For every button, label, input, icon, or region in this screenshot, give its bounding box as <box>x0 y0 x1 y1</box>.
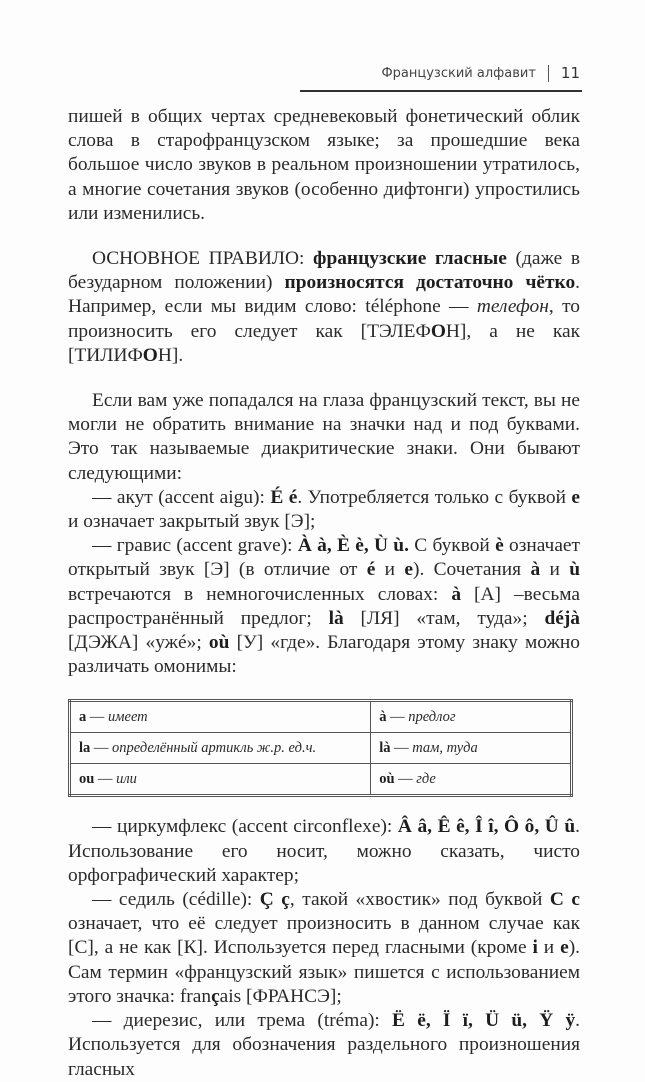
text: ). Сочетания <box>412 559 531 581</box>
text: (даже в безударном положении) <box>68 248 580 294</box>
word: là <box>379 740 391 757</box>
text: — гравис (accent grave): <box>92 535 298 557</box>
bold-text: é <box>366 559 376 581</box>
table-row <box>70 764 572 796</box>
text: [А] –весьма распространённый предлог; <box>68 583 580 629</box>
text: . Употребляется только с буквой <box>297 486 572 508</box>
text: и <box>537 937 561 959</box>
text: Н], а не как [ТИЛИФ <box>68 320 580 366</box>
italic-text: телефон <box>476 296 549 318</box>
bold-text: e <box>560 937 569 959</box>
bold-text: É é <box>270 486 298 508</box>
table-row <box>70 733 572 764</box>
bold-text: à <box>530 559 541 581</box>
meaning: где <box>416 771 436 788</box>
text: и <box>540 559 570 581</box>
dash: — <box>94 771 117 788</box>
bold-text: ç <box>211 985 220 1007</box>
paragraph-grave <box>68 534 580 679</box>
meaning: определённый артикль ж.р. ед.ч. <box>112 740 317 757</box>
text: [ДЭЖА] «ужé»; <box>68 632 209 654</box>
running-head <box>381 64 580 82</box>
dash: — <box>394 771 417 788</box>
bold-text: à <box>451 583 462 605</box>
text: С буквой <box>408 535 496 557</box>
paragraph-main-rule <box>68 247 580 368</box>
text: и <box>375 559 405 581</box>
table-cell <box>70 733 371 764</box>
page-body <box>68 105 580 1082</box>
header-rule <box>300 90 582 92</box>
dash: — <box>90 740 113 757</box>
meaning: или <box>116 771 137 788</box>
page-number: 11 <box>560 64 580 82</box>
text: означает, что её следует произносить в данном случае как [С], а не как [К]. Используется перед гласными (кроме <box>68 913 580 959</box>
paragraph-circumflex <box>68 815 580 888</box>
homonym-table <box>68 699 573 797</box>
paragraph-trema <box>68 1009 580 1082</box>
paragraph-diacritics-intro: Если вам уже попадался на глаза французский текст, вы не могли не обратить внимание на значки над и под буквами. Это так называемые диакритические знаки. Они бывают следующими: <box>68 390 580 484</box>
header-separator <box>548 65 549 82</box>
bold-text: Ë ë, Ï ï, Ü ü, Ÿ ÿ <box>392 1010 576 1032</box>
bold-text: là <box>328 607 344 629</box>
table-cell <box>371 733 572 764</box>
table-cell <box>70 701 371 733</box>
text: и означает закрытый звук [Э]; <box>68 511 316 533</box>
bold-text: C c <box>549 889 581 911</box>
bold-text: О <box>142 344 158 366</box>
bold-text: О <box>430 320 446 342</box>
bold-text: où <box>208 632 230 654</box>
paragraph-cedilla <box>68 888 580 1009</box>
dash: — <box>386 709 409 726</box>
table-cell <box>70 764 371 796</box>
meaning: имеет <box>108 709 148 726</box>
word: la <box>79 740 91 757</box>
bold-text: Â â, Ê ê, Î î, Ô ô, Û û <box>397 816 576 838</box>
dash: — <box>390 740 413 757</box>
word: ou <box>79 771 95 788</box>
word: à <box>379 709 387 726</box>
word: a <box>79 709 87 726</box>
paragraph-acute <box>68 486 580 534</box>
text: встречаются в немногочисленных словах: <box>68 583 452 605</box>
dash: — <box>86 709 108 726</box>
paragraph-intro: пишей в общих чертах средневековый фонетический облик слова в старофранцузском языке; за прошедшие века большое число звуков в реальном произношении утратилось, а многие сочетания звуков (особенно дифтонги) упростились или изменились. <box>68 106 580 224</box>
running-title: Французский алфавит <box>381 65 536 81</box>
bold-text: i <box>532 937 538 959</box>
text: [У] «где». Благодаря этому знаку можно различать омонимы: <box>68 632 580 678</box>
word: où <box>379 771 395 788</box>
meaning: там, туда <box>412 740 478 757</box>
text: — седиль (cédille): <box>92 889 260 911</box>
text: . Например, если мы видим слово: téléphone — <box>68 272 580 318</box>
text: ais [ФРАНСЭ]; <box>219 985 342 1007</box>
text: . Использование его носит, можно сказать, чисто орфографический характер; <box>68 816 580 886</box>
meaning: предлог <box>408 709 456 726</box>
bold-text: è <box>495 535 504 557</box>
text: [ЛЯ] «там, туда»; <box>343 607 545 629</box>
bold-text: e <box>571 486 581 508</box>
table-cell <box>371 764 572 796</box>
bold-text: французские гласные <box>313 248 507 270</box>
bold-text: произносятся достаточно чётко <box>284 272 576 294</box>
text: , то произносить его следует как [ТЭЛЕФ <box>68 296 581 342</box>
bold-text: À à, È è, Ù ù. <box>297 535 409 557</box>
bold-text: e <box>404 559 413 581</box>
table-cell <box>371 701 572 733</box>
text: — циркумфлекс (accent circonflexe): <box>92 816 398 838</box>
text: . Используется для обозначения раздельного произношения гласных <box>68 1010 581 1080</box>
text: — акут (accent aigu): <box>92 486 271 508</box>
text: — диерезис, или трема (tréma): <box>92 1010 393 1032</box>
text: ). Сам термин «французский язык» пишется с использованием этого значка: fran <box>68 937 580 1007</box>
text: Н]. <box>157 344 184 366</box>
bold-text: Ç ç <box>259 889 290 911</box>
table-row <box>70 701 572 733</box>
bold-text: déjà <box>544 607 580 629</box>
rule-lead: ОСНОВНОЕ ПРАВИЛО: <box>92 248 314 270</box>
text: означает открытый звук [Э] (в отличие от <box>68 535 581 581</box>
text: , такой «хвостик» под буквой <box>289 889 550 911</box>
bold-text: ù <box>569 559 581 581</box>
